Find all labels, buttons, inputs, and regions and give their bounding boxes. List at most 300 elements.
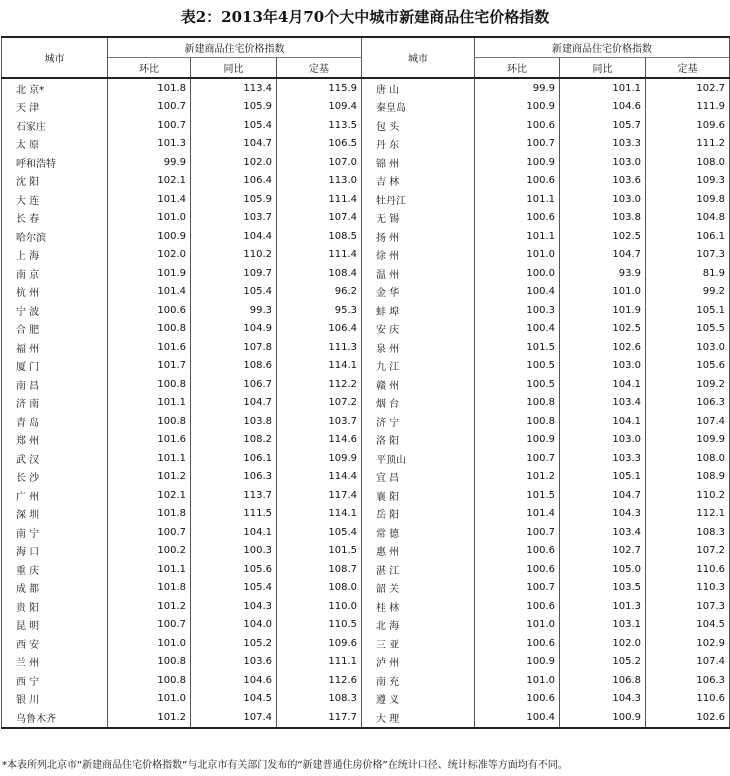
table-row xyxy=(2,579,730,598)
table-row xyxy=(2,357,730,376)
right-yoy-cell: 101.3 xyxy=(560,597,646,616)
right-city-cell: 吉 林 xyxy=(362,172,475,191)
left-yoy-cell: 109.7 xyxy=(191,264,277,283)
left-base-cell: 113.0 xyxy=(277,172,362,191)
table-row xyxy=(2,505,730,524)
right-city-cell: 扬 州 xyxy=(362,227,475,246)
right-yoy-cell: 103.8 xyxy=(560,209,646,228)
right-yoy-cell: 104.7 xyxy=(560,246,646,265)
right-mom-cell: 101.1 xyxy=(475,190,560,209)
left-base-cell: 111.4 xyxy=(277,246,362,265)
left-mom-cell: 100.8 xyxy=(108,320,191,339)
left-city-cell: 厦 门 xyxy=(2,357,108,376)
right-mom-cell: 101.5 xyxy=(475,338,560,357)
left-city-cell: 重 庆 xyxy=(2,560,108,579)
right-mom-cell: 100.3 xyxy=(475,301,560,320)
right-base-cell: 105.1 xyxy=(646,301,730,320)
left-city-cell: 武 汉 xyxy=(2,449,108,468)
left-city-cell: 深 圳 xyxy=(2,505,108,524)
right-city-cell: 金 华 xyxy=(362,283,475,302)
table-row xyxy=(2,542,730,561)
right-group-header: 新建商品住宅价格指数 xyxy=(475,37,730,58)
left-base-cell: 101.5 xyxy=(277,542,362,561)
left-mom-cell: 102.0 xyxy=(108,246,191,265)
left-city-cell: 呼和浩特 xyxy=(2,153,108,172)
left-base-cell: 111.4 xyxy=(277,190,362,209)
right-city-cell: 无 锡 xyxy=(362,209,475,228)
left-mom-cell: 100.8 xyxy=(108,671,191,690)
right-city-cell: 宜 昌 xyxy=(362,468,475,487)
left-yoy-cell: 106.3 xyxy=(191,468,277,487)
left-mom-cell: 101.2 xyxy=(108,708,191,728)
table-row xyxy=(2,320,730,339)
left-city-cell: 南 昌 xyxy=(2,375,108,394)
table-row xyxy=(2,135,730,154)
right-mom-cell: 100.7 xyxy=(475,135,560,154)
left-yoy-cell: 104.5 xyxy=(191,690,277,709)
left-city-cell: 南 宁 xyxy=(2,523,108,542)
right-yoy-cell: 103.5 xyxy=(560,579,646,598)
table-row xyxy=(2,153,730,172)
left-mom-cell: 100.7 xyxy=(108,616,191,635)
table-row xyxy=(2,246,730,265)
right-city-cell: 遵 义 xyxy=(362,690,475,709)
right-city-cell: 平顶山 xyxy=(362,449,475,468)
left-base-cell: 109.4 xyxy=(277,98,362,117)
right-yoy-cell: 104.7 xyxy=(560,486,646,505)
left-city-cell: 合 肥 xyxy=(2,320,108,339)
right-base-cell: 103.0 xyxy=(646,338,730,357)
right-city-cell: 锦 州 xyxy=(362,153,475,172)
right-mom-cell: 100.5 xyxy=(475,357,560,376)
left-base-cell: 107.2 xyxy=(277,394,362,413)
table-row xyxy=(2,264,730,283)
right-city-cell: 徐 州 xyxy=(362,246,475,265)
right-base-cell: 107.3 xyxy=(646,246,730,265)
left-mom-cell: 101.2 xyxy=(108,597,191,616)
left-city-cell: 上 海 xyxy=(2,246,108,265)
right-base-cell: 104.5 xyxy=(646,616,730,635)
left-base-cell: 110.0 xyxy=(277,597,362,616)
right-city-cell: 岳 阳 xyxy=(362,505,475,524)
left-base-cell: 113.5 xyxy=(277,116,362,135)
right-mom-cell: 101.4 xyxy=(475,505,560,524)
left-yoy-cell: 105.2 xyxy=(191,634,277,653)
left-base-cell: 106.5 xyxy=(277,135,362,154)
left-base-cell: 114.6 xyxy=(277,431,362,450)
right-base-cell: 107.4 xyxy=(646,412,730,431)
right-city-header: 城市 xyxy=(362,37,475,78)
right-mom-cell: 100.6 xyxy=(475,560,560,579)
left-city-cell: 银 川 xyxy=(2,690,108,709)
right-mom-cell: 100.6 xyxy=(475,597,560,616)
left-yoy-cell: 102.0 xyxy=(191,153,277,172)
right-yoy-cell: 103.4 xyxy=(560,523,646,542)
right-yoy-cell: 102.0 xyxy=(560,634,646,653)
right-yoy-cell: 104.1 xyxy=(560,375,646,394)
table-row xyxy=(2,301,730,320)
right-yoy-cell: 105.7 xyxy=(560,116,646,135)
right-yoy-cell: 104.3 xyxy=(560,690,646,709)
right-base-cell: 105.5 xyxy=(646,320,730,339)
right-mom-cell: 100.6 xyxy=(475,634,560,653)
right-base-cell: 81.9 xyxy=(646,264,730,283)
right-city-cell: 唐 山 xyxy=(362,78,475,98)
right-mom-cell: 101.0 xyxy=(475,671,560,690)
left-base-cell: 108.7 xyxy=(277,560,362,579)
right-base-cell: 106.3 xyxy=(646,394,730,413)
right-base-cell: 107.4 xyxy=(646,653,730,672)
left-yoy-cell: 108.6 xyxy=(191,357,277,376)
left-yoy-cell: 111.5 xyxy=(191,505,277,524)
left-mom-cell: 100.8 xyxy=(108,653,191,672)
right-city-cell: 温 州 xyxy=(362,264,475,283)
right-base-cell: 102.9 xyxy=(646,634,730,653)
left-mom-header: 环比 xyxy=(108,58,191,79)
right-base-cell: 110.3 xyxy=(646,579,730,598)
left-city-cell: 乌鲁木齐 xyxy=(2,708,108,728)
left-mom-cell: 101.8 xyxy=(108,579,191,598)
right-mom-cell: 100.6 xyxy=(475,116,560,135)
right-base-cell: 109.9 xyxy=(646,431,730,450)
left-base-cell: 112.6 xyxy=(277,671,362,690)
left-yoy-cell: 105.4 xyxy=(191,579,277,598)
table-row xyxy=(2,394,730,413)
right-yoy-cell: 103.0 xyxy=(560,190,646,209)
left-city-cell: 济 南 xyxy=(2,394,108,413)
left-yoy-cell: 104.6 xyxy=(191,671,277,690)
left-base-cell: 111.3 xyxy=(277,338,362,357)
left-base-cell: 117.4 xyxy=(277,486,362,505)
right-mom-cell: 100.6 xyxy=(475,172,560,191)
left-yoy-cell: 105.6 xyxy=(191,560,277,579)
right-yoy-cell: 101.9 xyxy=(560,301,646,320)
left-yoy-cell: 104.7 xyxy=(191,394,277,413)
left-yoy-cell: 104.1 xyxy=(191,523,277,542)
right-base-cell: 108.0 xyxy=(646,449,730,468)
left-mom-cell: 101.1 xyxy=(108,394,191,413)
right-city-cell: 三 亚 xyxy=(362,634,475,653)
left-base-cell: 103.7 xyxy=(277,412,362,431)
right-yoy-cell: 103.3 xyxy=(560,135,646,154)
right-mom-cell: 101.0 xyxy=(475,616,560,635)
right-base-cell: 112.1 xyxy=(646,505,730,524)
right-yoy-cell: 105.0 xyxy=(560,560,646,579)
left-yoy-header: 同比 xyxy=(191,58,277,79)
right-base-cell: 102.6 xyxy=(646,708,730,728)
left-mom-cell: 101.0 xyxy=(108,634,191,653)
left-base-cell: 114.1 xyxy=(277,357,362,376)
right-base-cell: 109.3 xyxy=(646,172,730,191)
right-base-cell: 108.9 xyxy=(646,468,730,487)
right-yoy-cell: 101.1 xyxy=(560,78,646,98)
right-mom-cell: 100.5 xyxy=(475,375,560,394)
table-row xyxy=(2,78,730,98)
left-city-cell: 昆 明 xyxy=(2,616,108,635)
right-base-cell: 110.6 xyxy=(646,690,730,709)
right-mom-cell: 100.9 xyxy=(475,98,560,117)
right-base-cell: 106.3 xyxy=(646,671,730,690)
left-city-cell: 福 州 xyxy=(2,338,108,357)
right-yoy-cell: 104.6 xyxy=(560,98,646,117)
right-yoy-cell: 104.3 xyxy=(560,505,646,524)
left-mom-cell: 101.0 xyxy=(108,209,191,228)
left-city-cell: 青 岛 xyxy=(2,412,108,431)
left-yoy-cell: 103.6 xyxy=(191,653,277,672)
right-mom-cell: 100.6 xyxy=(475,690,560,709)
right-yoy-cell: 103.4 xyxy=(560,394,646,413)
right-base-cell: 109.8 xyxy=(646,190,730,209)
left-mom-cell: 101.1 xyxy=(108,449,191,468)
left-group-header: 新建商品住宅价格指数 xyxy=(108,37,362,58)
left-city-cell: 北 京* xyxy=(2,78,108,98)
right-city-cell: 泉 州 xyxy=(362,338,475,357)
right-yoy-cell: 101.0 xyxy=(560,283,646,302)
right-mom-cell: 100.4 xyxy=(475,283,560,302)
left-yoy-cell: 105.9 xyxy=(191,98,277,117)
right-mom-cell: 101.0 xyxy=(475,246,560,265)
left-mom-cell: 101.4 xyxy=(108,283,191,302)
right-yoy-cell: 102.5 xyxy=(560,227,646,246)
table-row xyxy=(2,671,730,690)
right-yoy-cell: 105.1 xyxy=(560,468,646,487)
right-base-cell: 109.2 xyxy=(646,375,730,394)
footnote: *本表所列北京市“新建商品住宅价格指数”与北京市有关部门发布的“新建普通住房价格”在统计口径、统计标准等方面均有不同。 xyxy=(2,760,568,771)
right-yoy-header: 同比 xyxy=(560,58,646,79)
left-mom-cell: 101.2 xyxy=(108,468,191,487)
right-yoy-cell: 102.5 xyxy=(560,320,646,339)
left-base-cell: 108.0 xyxy=(277,579,362,598)
left-base-cell: 107.4 xyxy=(277,209,362,228)
right-base-header: 定基 xyxy=(646,58,730,79)
right-base-cell: 111.2 xyxy=(646,135,730,154)
table-row xyxy=(2,431,730,450)
right-city-cell: 济 宁 xyxy=(362,412,475,431)
left-yoy-cell: 100.3 xyxy=(191,542,277,561)
left-mom-cell: 99.9 xyxy=(108,153,191,172)
right-mom-cell: 101.2 xyxy=(475,468,560,487)
right-city-cell: 洛 阳 xyxy=(362,431,475,450)
table-row xyxy=(2,634,730,653)
right-yoy-cell: 103.6 xyxy=(560,172,646,191)
right-mom-cell: 100.8 xyxy=(475,394,560,413)
right-mom-header: 环比 xyxy=(475,58,560,79)
left-city-cell: 长 沙 xyxy=(2,468,108,487)
right-yoy-cell: 103.1 xyxy=(560,616,646,635)
right-base-cell: 105.6 xyxy=(646,357,730,376)
right-city-cell: 北 海 xyxy=(362,616,475,635)
right-yoy-cell: 105.2 xyxy=(560,653,646,672)
left-mom-cell: 102.1 xyxy=(108,172,191,191)
right-yoy-cell: 106.8 xyxy=(560,671,646,690)
right-city-cell: 惠 州 xyxy=(362,542,475,561)
right-city-cell: 常 德 xyxy=(362,523,475,542)
right-yoy-cell: 102.7 xyxy=(560,542,646,561)
right-mom-cell: 100.9 xyxy=(475,431,560,450)
right-city-cell: 安 庆 xyxy=(362,320,475,339)
left-mom-cell: 100.2 xyxy=(108,542,191,561)
right-base-cell: 99.2 xyxy=(646,283,730,302)
right-city-cell: 湛 江 xyxy=(362,560,475,579)
right-base-cell: 109.6 xyxy=(646,116,730,135)
left-base-cell: 95.3 xyxy=(277,301,362,320)
left-city-cell: 南 京 xyxy=(2,264,108,283)
left-yoy-cell: 105.9 xyxy=(191,190,277,209)
left-base-cell: 112.2 xyxy=(277,375,362,394)
right-city-cell: 南 充 xyxy=(362,671,475,690)
left-yoy-cell: 113.7 xyxy=(191,486,277,505)
right-base-cell: 102.7 xyxy=(646,78,730,98)
left-base-cell: 96.2 xyxy=(277,283,362,302)
left-base-cell: 114.4 xyxy=(277,468,362,487)
left-base-cell: 108.3 xyxy=(277,690,362,709)
left-yoy-cell: 106.7 xyxy=(191,375,277,394)
right-base-cell: 107.2 xyxy=(646,542,730,561)
right-mom-cell: 100.9 xyxy=(475,653,560,672)
left-city-cell: 哈尔滨 xyxy=(2,227,108,246)
left-yoy-cell: 106.4 xyxy=(191,172,277,191)
left-mom-cell: 101.7 xyxy=(108,357,191,376)
table-row xyxy=(2,227,730,246)
right-city-cell: 赣 州 xyxy=(362,375,475,394)
table-row xyxy=(2,708,730,728)
right-city-cell: 蚌 埠 xyxy=(362,301,475,320)
right-mom-cell: 101.5 xyxy=(475,486,560,505)
left-mom-cell: 101.1 xyxy=(108,560,191,579)
left-base-cell: 108.4 xyxy=(277,264,362,283)
left-city-cell: 宁 波 xyxy=(2,301,108,320)
left-city-cell: 广 州 xyxy=(2,486,108,505)
right-yoy-cell: 100.9 xyxy=(560,708,646,728)
right-base-cell: 104.8 xyxy=(646,209,730,228)
right-yoy-cell: 102.6 xyxy=(560,338,646,357)
right-mom-cell: 100.6 xyxy=(475,542,560,561)
table-row xyxy=(2,98,730,117)
right-base-cell: 108.3 xyxy=(646,523,730,542)
table-row xyxy=(2,338,730,357)
left-mom-cell: 101.6 xyxy=(108,431,191,450)
table-row xyxy=(2,616,730,635)
right-mom-cell: 101.1 xyxy=(475,227,560,246)
table-row xyxy=(2,116,730,135)
left-yoy-cell: 107.8 xyxy=(191,338,277,357)
left-yoy-cell: 108.2 xyxy=(191,431,277,450)
left-base-cell: 109.6 xyxy=(277,634,362,653)
right-base-cell: 110.2 xyxy=(646,486,730,505)
right-yoy-cell: 93.9 xyxy=(560,264,646,283)
right-mom-cell: 100.8 xyxy=(475,412,560,431)
left-yoy-cell: 104.4 xyxy=(191,227,277,246)
left-base-cell: 109.9 xyxy=(277,449,362,468)
left-city-cell: 沈 阳 xyxy=(2,172,108,191)
left-city-cell: 太 原 xyxy=(2,135,108,154)
left-yoy-cell: 104.9 xyxy=(191,320,277,339)
left-city-cell: 郑 州 xyxy=(2,431,108,450)
table-row xyxy=(2,412,730,431)
right-city-cell: 包 头 xyxy=(362,116,475,135)
right-mom-cell: 100.4 xyxy=(475,320,560,339)
left-mom-cell: 101.8 xyxy=(108,78,191,98)
right-city-cell: 韶 关 xyxy=(362,579,475,598)
right-mom-cell: 100.7 xyxy=(475,449,560,468)
left-mom-cell: 101.0 xyxy=(108,690,191,709)
left-yoy-cell: 104.7 xyxy=(191,135,277,154)
right-yoy-cell: 103.0 xyxy=(560,357,646,376)
left-city-cell: 天 津 xyxy=(2,98,108,117)
left-mom-cell: 101.9 xyxy=(108,264,191,283)
right-mom-cell: 100.0 xyxy=(475,264,560,283)
table-row xyxy=(2,653,730,672)
right-city-cell: 秦皇岛 xyxy=(362,98,475,117)
left-city-cell: 兰 州 xyxy=(2,653,108,672)
right-yoy-cell: 103.0 xyxy=(560,153,646,172)
left-yoy-cell: 105.4 xyxy=(191,283,277,302)
right-city-cell: 牡丹江 xyxy=(362,190,475,209)
right-base-cell: 107.3 xyxy=(646,597,730,616)
left-yoy-cell: 113.4 xyxy=(191,78,277,98)
left-base-header: 定基 xyxy=(277,58,362,79)
left-yoy-cell: 99.3 xyxy=(191,301,277,320)
left-base-cell: 115.9 xyxy=(277,78,362,98)
left-mom-cell: 100.7 xyxy=(108,523,191,542)
left-city-cell: 大 连 xyxy=(2,190,108,209)
left-yoy-cell: 104.3 xyxy=(191,597,277,616)
table-row xyxy=(2,449,730,468)
right-yoy-cell: 103.3 xyxy=(560,449,646,468)
left-yoy-cell: 103.7 xyxy=(191,209,277,228)
right-city-cell: 泸 州 xyxy=(362,653,475,672)
right-city-cell: 襄 阳 xyxy=(362,486,475,505)
table-row xyxy=(2,209,730,228)
right-yoy-cell: 103.0 xyxy=(560,431,646,450)
right-base-cell: 106.1 xyxy=(646,227,730,246)
table-row xyxy=(2,690,730,709)
left-mom-cell: 101.3 xyxy=(108,135,191,154)
right-yoy-cell: 104.1 xyxy=(560,412,646,431)
left-mom-cell: 101.4 xyxy=(108,190,191,209)
left-city-cell: 西 安 xyxy=(2,634,108,653)
left-city-cell: 贵 阳 xyxy=(2,597,108,616)
right-base-cell: 111.9 xyxy=(646,98,730,117)
right-city-cell: 九 江 xyxy=(362,357,475,376)
left-yoy-cell: 103.8 xyxy=(191,412,277,431)
right-mom-cell: 100.4 xyxy=(475,708,560,728)
right-city-cell: 丹 东 xyxy=(362,135,475,154)
left-mom-cell: 101.8 xyxy=(108,505,191,524)
left-mom-cell: 100.7 xyxy=(108,116,191,135)
left-base-cell: 108.5 xyxy=(277,227,362,246)
left-yoy-cell: 106.1 xyxy=(191,449,277,468)
right-city-cell: 大 理 xyxy=(362,708,475,728)
table-title: 表2：2013年4月70个大中城市新建商品住宅价格指数 xyxy=(180,8,550,26)
table-row xyxy=(2,468,730,487)
right-base-cell: 108.0 xyxy=(646,153,730,172)
left-city-cell: 石家庄 xyxy=(2,116,108,135)
left-city-cell: 西 宁 xyxy=(2,671,108,690)
right-mom-cell: 99.9 xyxy=(475,78,560,98)
table-row xyxy=(2,283,730,302)
left-city-cell: 长 春 xyxy=(2,209,108,228)
left-base-cell: 117.7 xyxy=(277,708,362,728)
right-mom-cell: 100.7 xyxy=(475,579,560,598)
left-base-cell: 111.1 xyxy=(277,653,362,672)
right-base-cell: 110.6 xyxy=(646,560,730,579)
left-mom-cell: 101.6 xyxy=(108,338,191,357)
left-city-cell: 海 口 xyxy=(2,542,108,561)
right-mom-cell: 100.6 xyxy=(475,209,560,228)
left-mom-cell: 100.7 xyxy=(108,98,191,117)
right-city-cell: 烟 台 xyxy=(362,394,475,413)
